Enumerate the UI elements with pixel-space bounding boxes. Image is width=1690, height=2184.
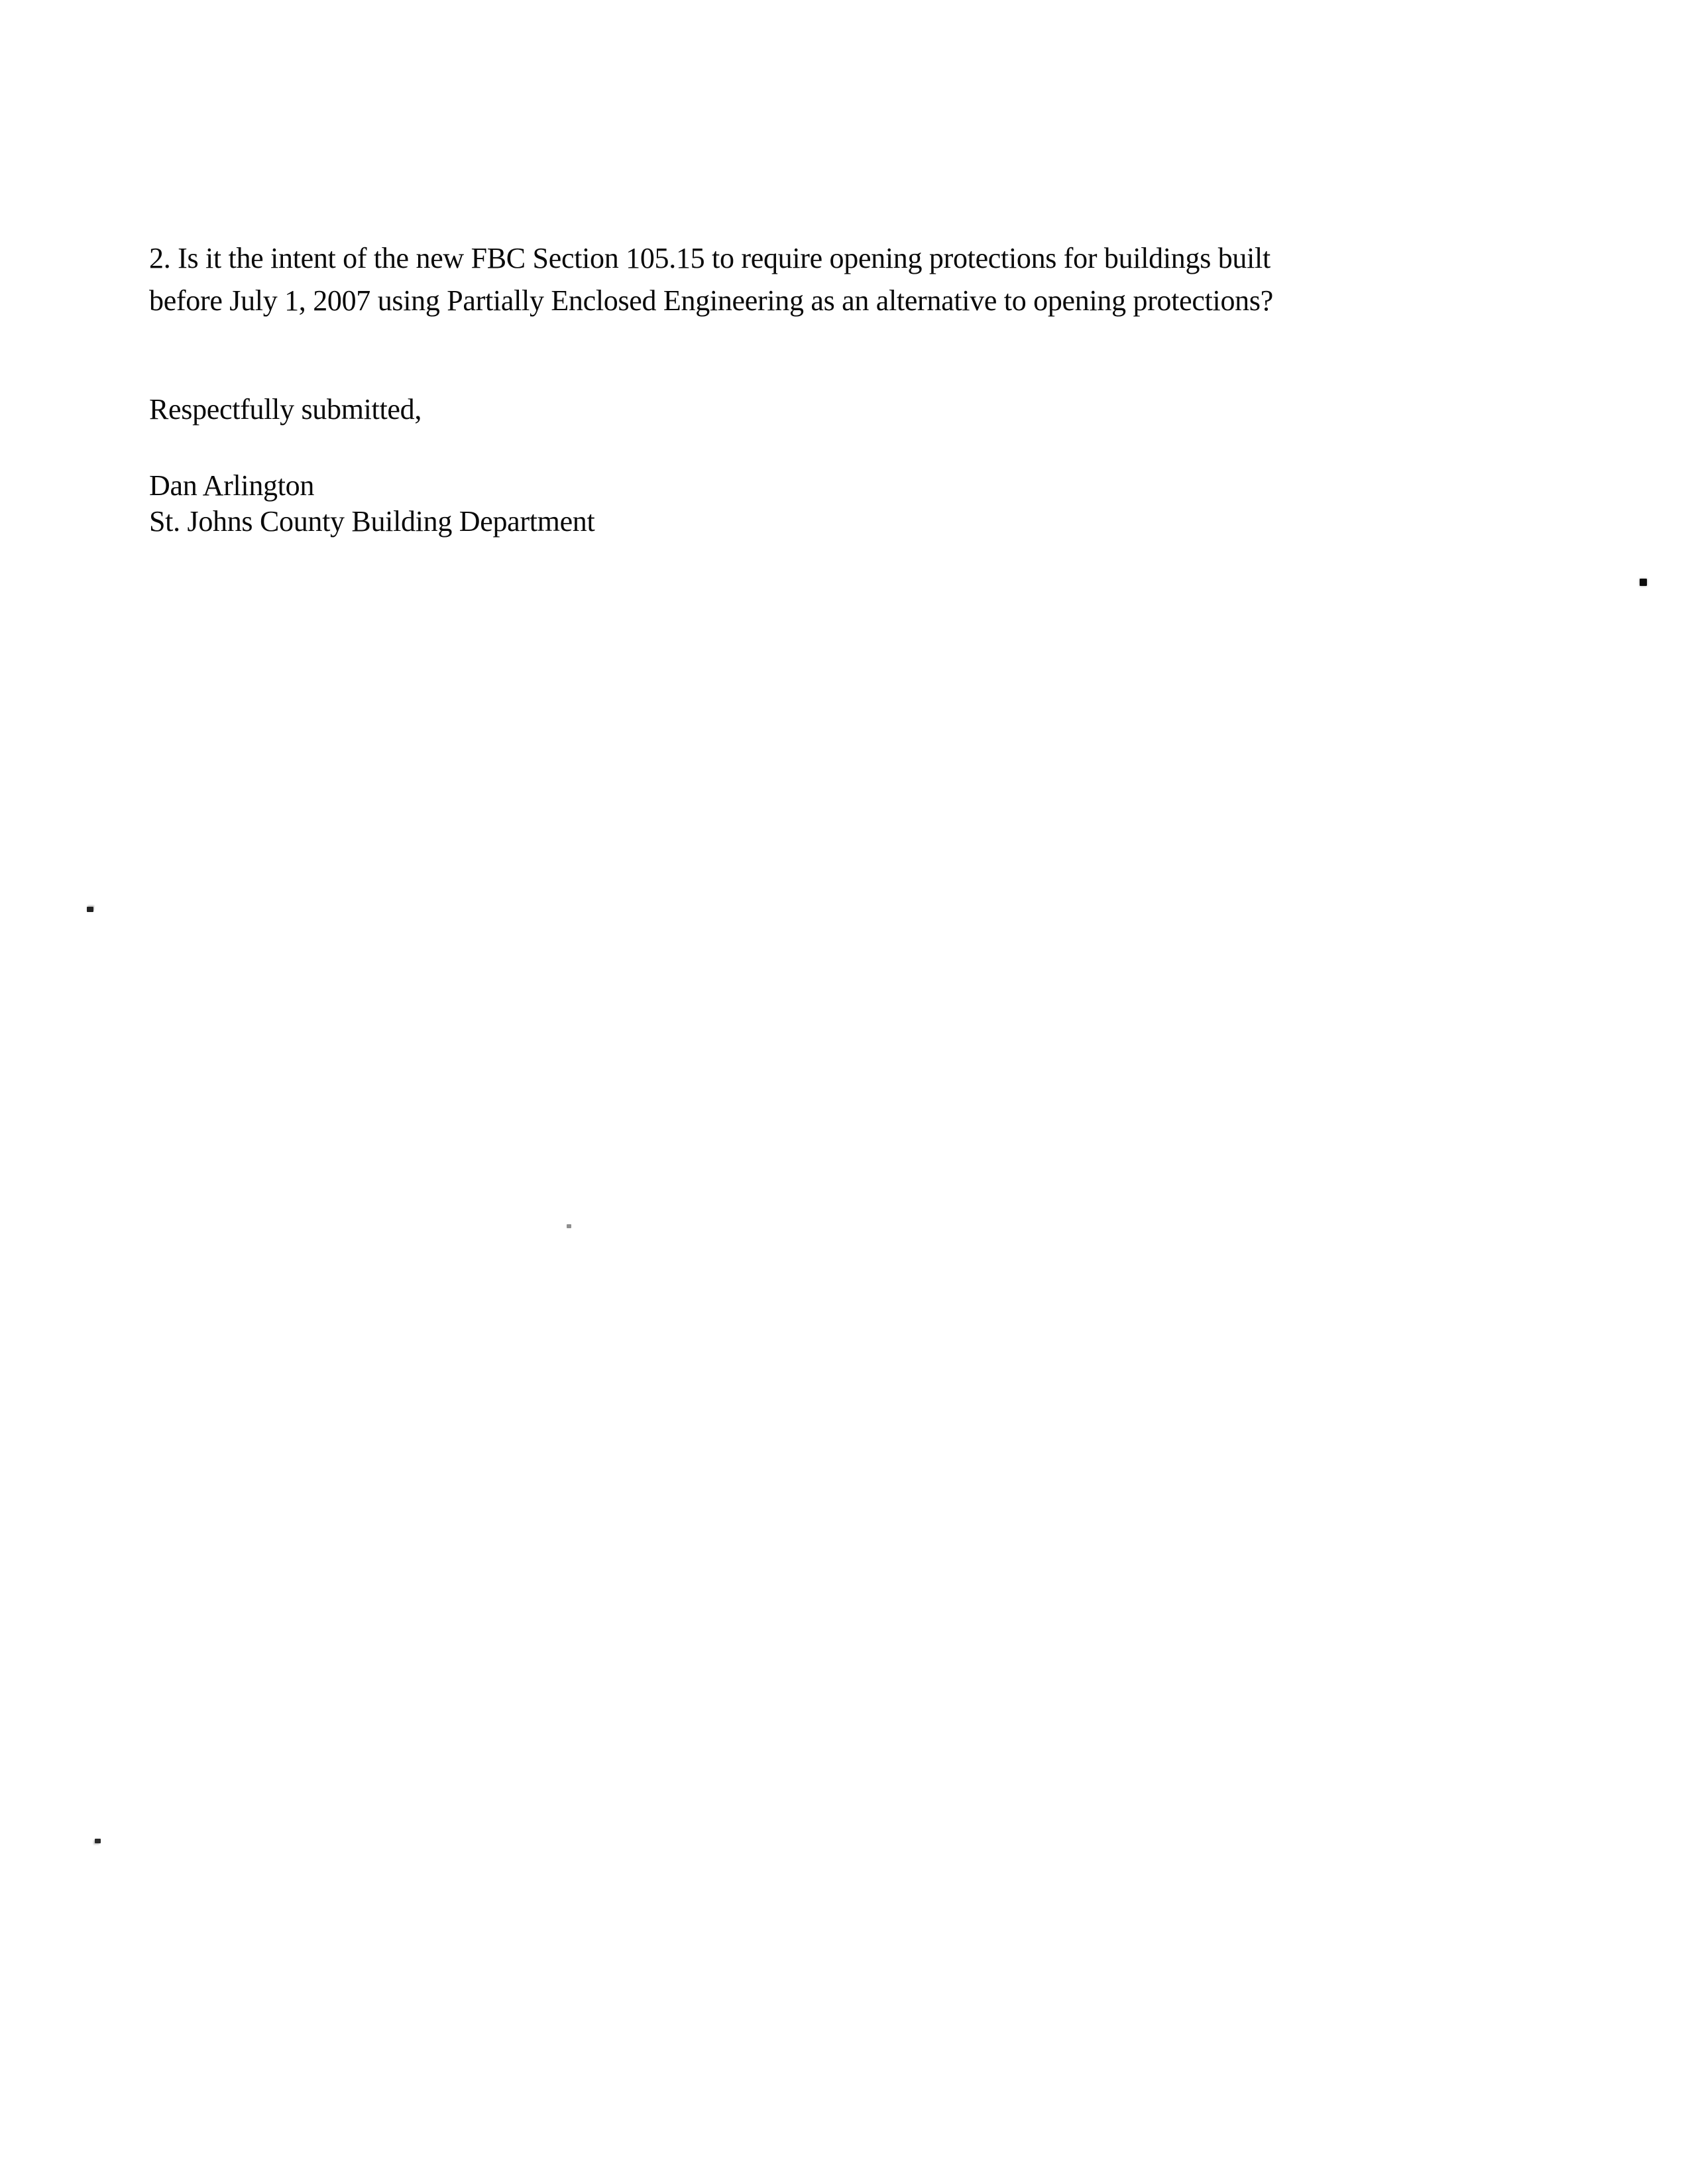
scan-speck (95, 1839, 101, 1843)
scan-speck (1640, 579, 1647, 586)
question-line-1: 2. Is it the intent of the new FBC Section 105.15 to require opening protections for buildings built (149, 242, 1270, 274)
question-line-2: before July 1, 2007 using Partially Enclosed Engineering as an alternative to opening protections? (149, 284, 1273, 317)
closing-line: Respectfully submitted, (149, 393, 422, 426)
signature-block (149, 468, 594, 540)
scan-speck (567, 1224, 571, 1228)
question-paragraph (149, 237, 1448, 322)
scan-speck (87, 907, 93, 912)
signature-organization: St. Johns County Building Department (149, 505, 595, 538)
signature-name: Dan Arlington (149, 469, 315, 502)
